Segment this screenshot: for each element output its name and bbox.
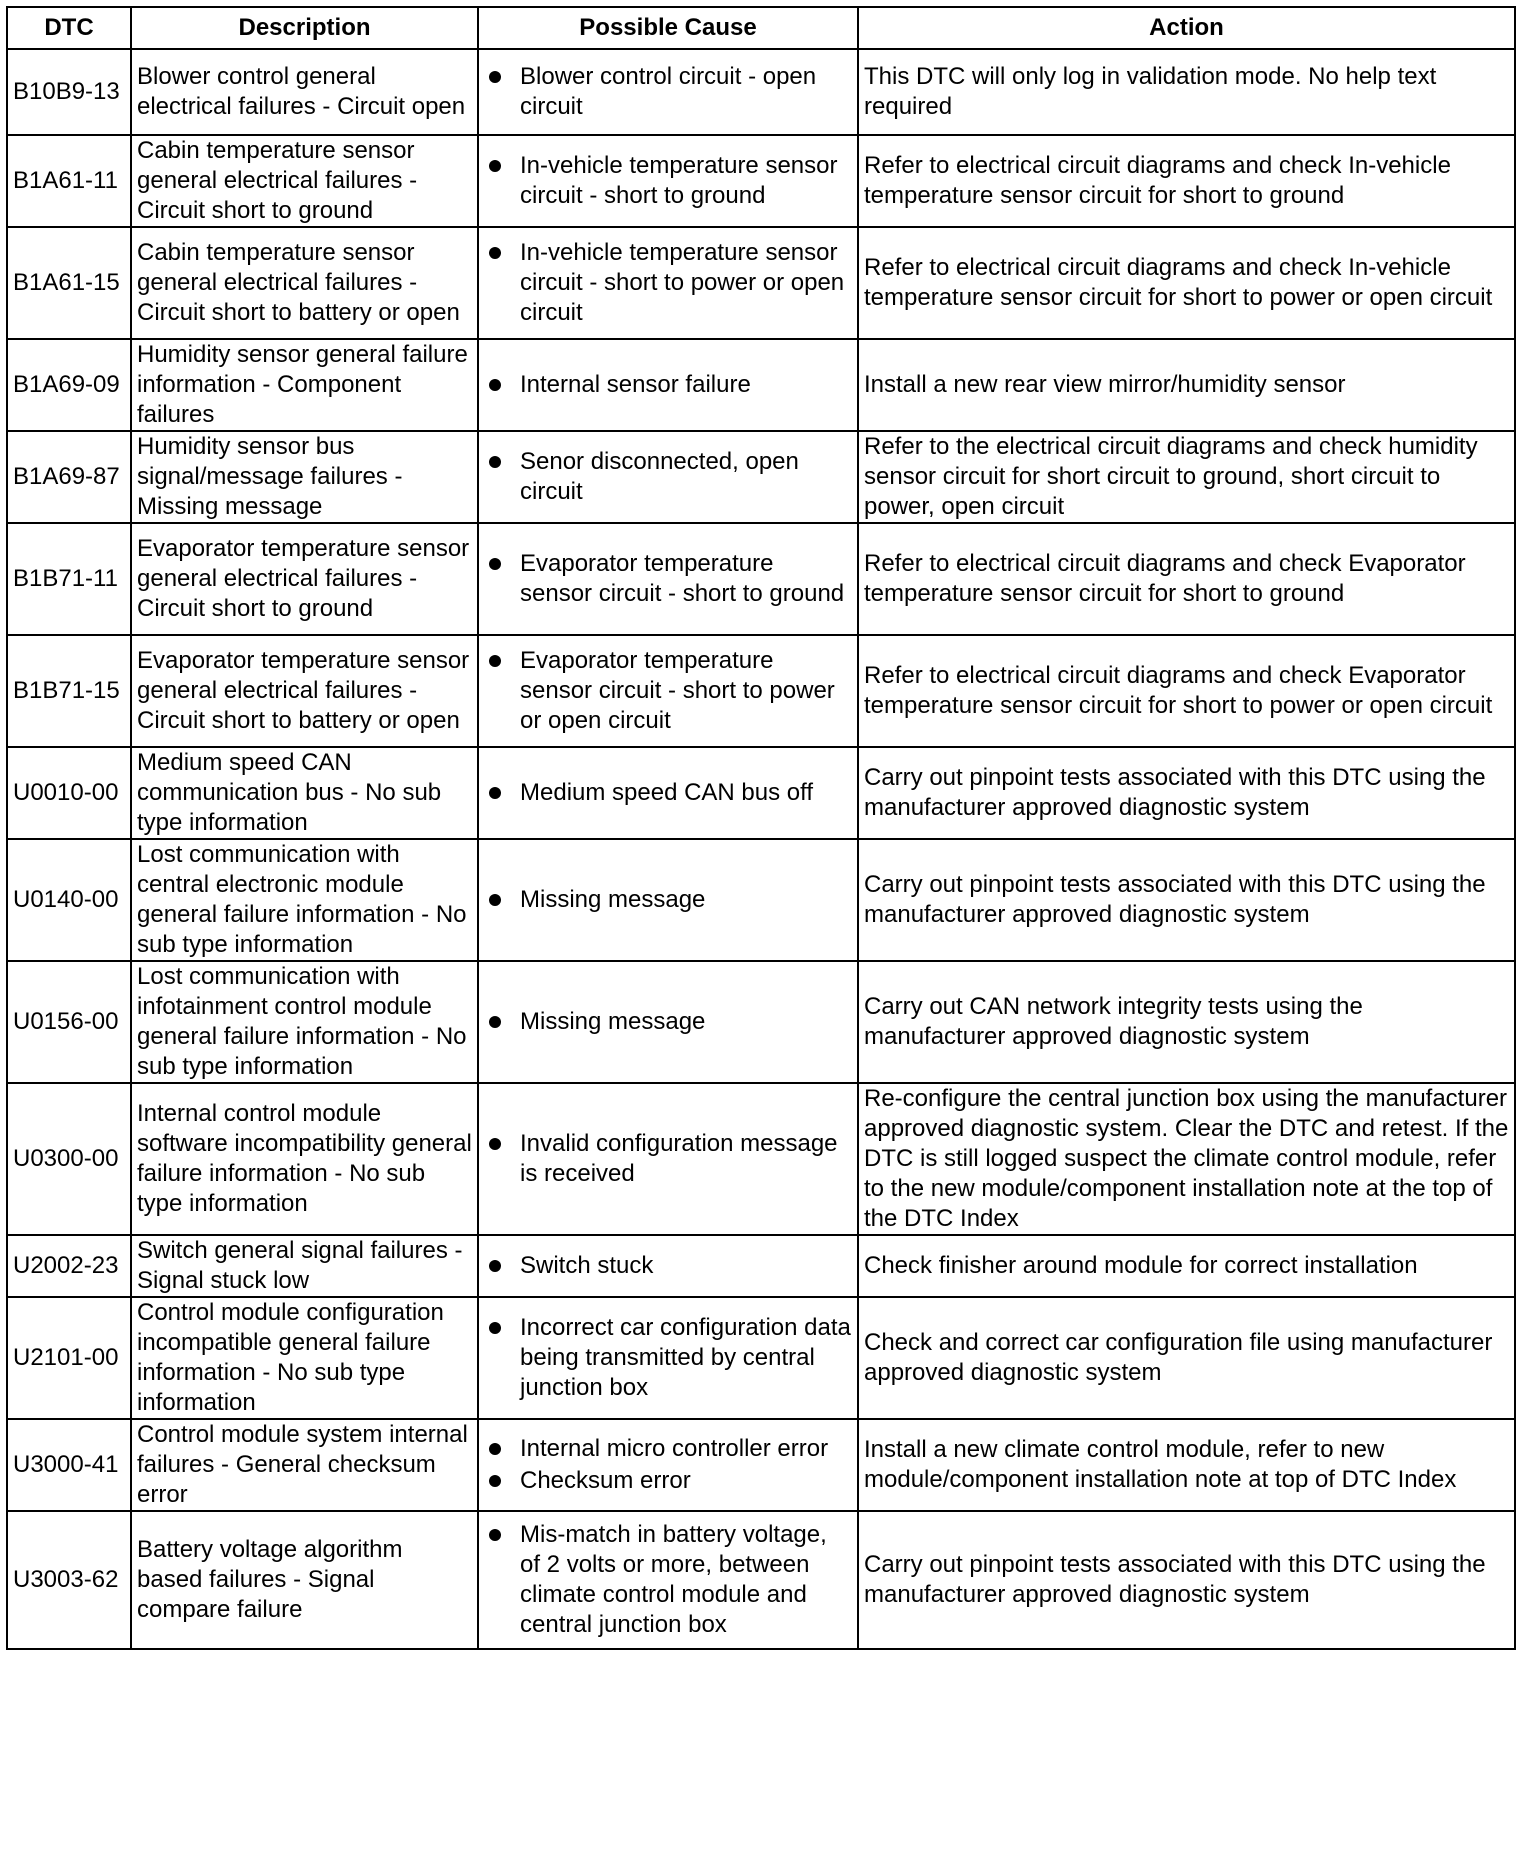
dtc-action: This DTC will only log in validation mode. No help text required [858, 49, 1515, 135]
possible-cause-cell [478, 1083, 858, 1235]
dtc-action: Check and correct car configuration file using manufacturer approved diagnostic system [858, 1297, 1515, 1419]
dtc-code: U0300-00 [7, 1083, 131, 1235]
possible-cause-list [484, 1434, 852, 1496]
dtc-action: Carry out pinpoint tests associated with this DTC using the manufacturer approved diagnostic system [858, 747, 1515, 839]
dtc-action: Carry out CAN network integrity tests using the manufacturer approved diagnostic system [858, 961, 1515, 1083]
possible-cause-item [484, 549, 852, 609]
possible-cause-list [484, 238, 852, 328]
dtc-description: Humidity sensor general failure information - Component failures [131, 339, 478, 431]
table-row [7, 635, 1515, 747]
table-row [7, 227, 1515, 339]
dtc-code: B1A69-09 [7, 339, 131, 431]
bullet-icon [489, 1016, 501, 1028]
dtc-table [6, 6, 1516, 1650]
bullet-icon [489, 787, 501, 799]
dtc-description: Switch general signal failures - Signal stuck low [131, 1235, 478, 1297]
dtc-code: B1B71-11 [7, 523, 131, 635]
possible-cause-item [484, 1434, 852, 1464]
possible-cause-cell [478, 135, 858, 227]
possible-cause-text: Evaporator temperature sensor circuit - short to power or open circuit [520, 647, 835, 734]
table-row [7, 431, 1515, 523]
table-row [7, 839, 1515, 961]
possible-cause-text: Mis-match in battery voltage, of 2 volts or more, between climate control module and central junction box [520, 1521, 827, 1638]
possible-cause-list [484, 151, 852, 211]
possible-cause-list [484, 1520, 852, 1640]
possible-cause-cell [478, 747, 858, 839]
possible-cause-text: Internal sensor failure [520, 371, 751, 398]
possible-cause-text: Checksum error [520, 1467, 691, 1494]
possible-cause-cell [478, 1235, 858, 1297]
table-row [7, 1235, 1515, 1297]
bullet-icon [489, 1443, 501, 1455]
possible-cause-list [484, 1251, 852, 1281]
possible-cause-cell [478, 431, 858, 523]
dtc-action: Carry out pinpoint tests associated with this DTC using the manufacturer approved diagnostic system [858, 1511, 1515, 1649]
table-row [7, 1511, 1515, 1649]
possible-cause-cell [478, 1419, 858, 1511]
dtc-description: Cabin temperature sensor general electrical failures - Circuit short to ground [131, 135, 478, 227]
possible-cause-list [484, 549, 852, 609]
table-header [7, 7, 1515, 49]
bullet-icon [489, 1529, 501, 1541]
possible-cause-list [484, 447, 852, 507]
table-row [7, 49, 1515, 135]
possible-cause-item [484, 62, 852, 122]
bullet-icon [489, 71, 501, 83]
table-row [7, 135, 1515, 227]
possible-cause-list [484, 370, 852, 400]
possible-cause-item [484, 370, 852, 400]
possible-cause-text: Invalid configuration message is received [520, 1130, 838, 1187]
possible-cause-text: Internal micro controller error [520, 1435, 829, 1462]
dtc-description: Blower control general electrical failures - Circuit open [131, 49, 478, 135]
bullet-icon [489, 456, 501, 468]
possible-cause-list [484, 778, 852, 808]
possible-cause-text: Missing message [520, 1008, 706, 1035]
possible-cause-text: Blower control circuit - open circuit [520, 63, 817, 120]
possible-cause-text: Switch stuck [520, 1252, 654, 1279]
table-row [7, 339, 1515, 431]
dtc-description: Medium speed CAN communication bus - No sub type information [131, 747, 478, 839]
possible-cause-item [484, 1129, 852, 1189]
possible-cause-text: In-vehicle temperature sensor circuit - short to power or open circuit [520, 239, 845, 326]
bullet-icon [489, 894, 501, 906]
dtc-description: Lost communication with central electronic module general failure information - No sub type information [131, 839, 478, 961]
dtc-code: B1B71-15 [7, 635, 131, 747]
dtc-description: Evaporator temperature sensor general electrical failures - Circuit short to battery or open [131, 635, 478, 747]
dtc-code: B1A69-87 [7, 431, 131, 523]
dtc-action: Re-configure the central junction box using the manufacturer approved diagnostic system. Clear the DTC and retest. If the DTC is still logged suspect the climate control module, refer to the new module/component installation note at the top of the DTC Index [858, 1083, 1515, 1235]
dtc-action: Carry out pinpoint tests associated with this DTC using the manufacturer approved diagnostic system [858, 839, 1515, 961]
table-row [7, 961, 1515, 1083]
table-body [7, 49, 1515, 1649]
possible-cause-text: Incorrect car configuration data being transmitted by central junction box [520, 1314, 851, 1401]
possible-cause-cell [478, 523, 858, 635]
possible-cause-list [484, 1313, 852, 1403]
dtc-description: Control module system internal failures - General checksum error [131, 1419, 478, 1511]
possible-cause-item [484, 885, 852, 915]
bullet-icon [489, 655, 501, 667]
table-row [7, 1297, 1515, 1419]
dtc-description: Evaporator temperature sensor general electrical failures - Circuit short to ground [131, 523, 478, 635]
possible-cause-cell [478, 1511, 858, 1649]
possible-cause-cell [478, 839, 858, 961]
possible-cause-list [484, 885, 852, 915]
possible-cause-list [484, 646, 852, 736]
dtc-code: U0156-00 [7, 961, 131, 1083]
possible-cause-text: Medium speed CAN bus off [520, 779, 814, 806]
possible-cause-cell [478, 961, 858, 1083]
possible-cause-list [484, 1129, 852, 1189]
possible-cause-text: Evaporator temperature sensor circuit - short to ground [520, 550, 845, 607]
header-action: Action [858, 7, 1515, 49]
dtc-description: Internal control module software incompatibility general failure information - No sub type information [131, 1083, 478, 1235]
dtc-code: B1A61-11 [7, 135, 131, 227]
possible-cause-item [484, 238, 852, 328]
possible-cause-text: Senor disconnected, open circuit [520, 448, 799, 505]
dtc-code: U0010-00 [7, 747, 131, 839]
header-dtc: DTC [7, 7, 131, 49]
bullet-icon [489, 1322, 501, 1334]
table-row [7, 1419, 1515, 1511]
dtc-description: Battery voltage algorithm based failures - Signal compare failure [131, 1511, 478, 1649]
bullet-icon [489, 1138, 501, 1150]
table-row [7, 523, 1515, 635]
possible-cause-list [484, 62, 852, 122]
table-row [7, 1083, 1515, 1235]
possible-cause-item [484, 1466, 852, 1496]
dtc-action: Refer to electrical circuit diagrams and check Evaporator temperature sensor circuit for short to ground [858, 523, 1515, 635]
possible-cause-item [484, 447, 852, 507]
possible-cause-item [484, 1251, 852, 1281]
dtc-description: Cabin temperature sensor general electrical failures - Circuit short to battery or open [131, 227, 478, 339]
possible-cause-item [484, 646, 852, 736]
possible-cause-text: In-vehicle temperature sensor circuit - short to ground [520, 152, 838, 209]
dtc-action: Check finisher around module for correct installation [858, 1235, 1515, 1297]
table-row [7, 747, 1515, 839]
dtc-action: Install a new rear view mirror/humidity sensor [858, 339, 1515, 431]
header-description: Description [131, 7, 478, 49]
possible-cause-item [484, 151, 852, 211]
dtc-code: B1A61-15 [7, 227, 131, 339]
dtc-code: U2002-23 [7, 1235, 131, 1297]
dtc-action: Install a new climate control module, refer to new module/component installation note at top of DTC Index [858, 1419, 1515, 1511]
possible-cause-item [484, 1313, 852, 1403]
header-row [7, 7, 1515, 49]
possible-cause-item [484, 1007, 852, 1037]
possible-cause-list [484, 1007, 852, 1037]
possible-cause-cell [478, 339, 858, 431]
dtc-code: B10B9-13 [7, 49, 131, 135]
dtc-description: Control module configuration incompatible general failure information - No sub type information [131, 1297, 478, 1419]
dtc-code: U2101-00 [7, 1297, 131, 1419]
possible-cause-cell [478, 1297, 858, 1419]
possible-cause-item [484, 778, 852, 808]
possible-cause-cell [478, 227, 858, 339]
dtc-code: U3000-41 [7, 1419, 131, 1511]
possible-cause-cell [478, 635, 858, 747]
header-possible-cause: Possible Cause [478, 7, 858, 49]
dtc-code: U0140-00 [7, 839, 131, 961]
bullet-icon [489, 1475, 501, 1487]
dtc-action: Refer to electrical circuit diagrams and check In-vehicle temperature sensor circuit for short to power or open circuit [858, 227, 1515, 339]
dtc-code: U3003-62 [7, 1511, 131, 1649]
dtc-action: Refer to the electrical circuit diagrams and check humidity sensor circuit for short circuit to ground, short circuit to power, open circuit [858, 431, 1515, 523]
dtc-action: Refer to electrical circuit diagrams and check Evaporator temperature sensor circuit for short to power or open circuit [858, 635, 1515, 747]
possible-cause-text: Missing message [520, 886, 706, 913]
bullet-icon [489, 160, 501, 172]
bullet-icon [489, 247, 501, 259]
bullet-icon [489, 558, 501, 570]
dtc-action: Refer to electrical circuit diagrams and check In-vehicle temperature sensor circuit for short to ground [858, 135, 1515, 227]
dtc-description: Lost communication with infotainment control module general failure information - No sub type information [131, 961, 478, 1083]
possible-cause-cell [478, 49, 858, 135]
possible-cause-item [484, 1520, 852, 1640]
dtc-description: Humidity sensor bus signal/message failures - Missing message [131, 431, 478, 523]
bullet-icon [489, 379, 501, 391]
bullet-icon [489, 1260, 501, 1272]
